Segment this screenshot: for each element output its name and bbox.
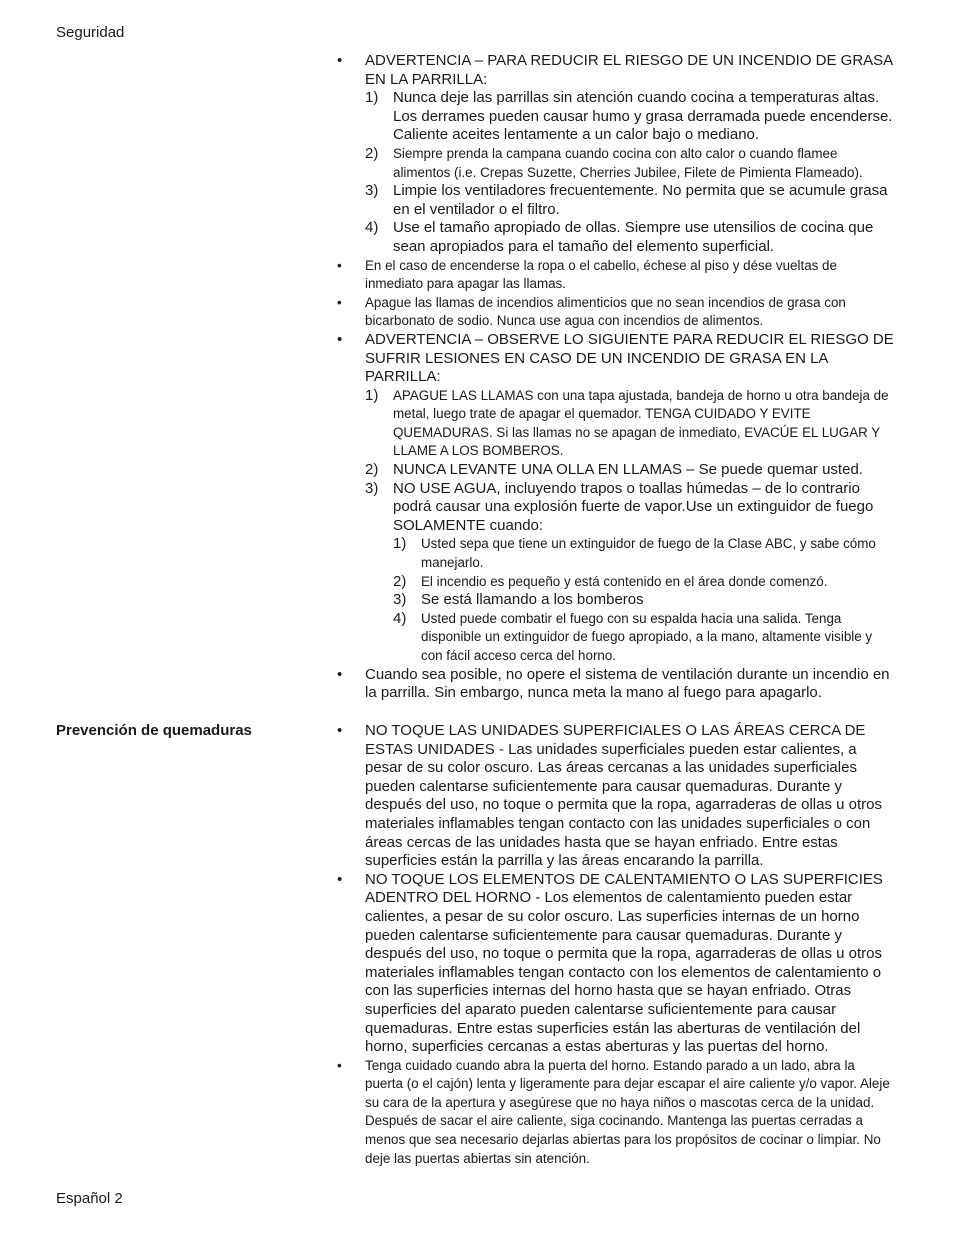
item-number: 1) bbox=[365, 386, 379, 404]
bullet-text: • Tenga cuidado cuando abra la puerta del horno. Estando parado a un lado, abra la puerta (o el cajón) lenta y ligeramente para dejar escapar el aire caliente y/o vapor. Aleje su cara de la apertura y asegúrese que no haya niños o mascotas cerca de la unidad. Después de sacar el aire caliente, siga cocinando. Mantenga las puertas cerradas a menos que sea necesario dejarlas abiertas para los propósitos de cocinar o limpiar. No deje las puertas abiertas sin atención. bbox=[365, 1057, 890, 1166]
page-header: Seguridad bbox=[56, 24, 125, 41]
bullet-text: • Apague las llamas de incendios alimenticios que no sean incendios de grasa con bicarbonato de sodio. Nunca use agua con incendios de alimentos. bbox=[365, 294, 846, 329]
item-text: Usted puede combatir el fuego con su espalda hacia una salida. Tenga disponible un extinguidor de fuego apropiado, a la mano, altamente visible y con fácil acceso cerca del horno. bbox=[421, 610, 873, 663]
sub-numbered-item bbox=[393, 573, 896, 592]
numbered-item bbox=[365, 461, 896, 480]
section-label-burn-prevention: Prevención de quemaduras bbox=[56, 722, 252, 739]
item-number: 3) bbox=[365, 479, 379, 497]
bullet-text: • ADVERTENCIA – PARA REDUCIR EL RIESGO DE UN INCENDIO DE GRASA EN LA PARRILLA: bbox=[365, 52, 893, 88]
burn-prevention-section bbox=[336, 722, 896, 1168]
numbered-item bbox=[365, 480, 896, 666]
sub-numbered-item bbox=[393, 591, 896, 610]
numbered-item bbox=[365, 219, 896, 256]
bullet-surface-units bbox=[336, 722, 896, 871]
bullet-text: • ADVERTENCIA – OBSERVE LO SIGUIENTE PARA REDUCIR EL RIESGO DE SUFRIR LESIONES EN CASO DE UN INCENDIO DE GRASA EN LA PARRILLA: bbox=[365, 330, 894, 386]
item-text: Se está llamando a los bomberos bbox=[421, 591, 644, 609]
bullet-injury-warning bbox=[336, 331, 896, 666]
item-text: APAGUE LAS LLAMAS con una tapa ajustada, bandeja de horno u otra bandeja de metal, luego trate de apagar el quemador. TENGA CUIDADO Y EVITE QUEMADURAS. Si las llamas no se apagan de inmediato, EVACÚE EL LUGAR Y LLAME A LOS BOMBEROS. bbox=[393, 387, 889, 459]
bullet-text: • NO TOQUE LAS UNIDADES SUPERFICIALES O LAS ÁREAS CERCA DE ESTAS UNIDADES - Las unidades superficiales pueden estar calientes, a pesar de su color oscuro. Las áreas cercanas a las unidades superficiales pueden calentarse suficientemente para causar quemaduras. Durante y después del uso, no toque o permita que la ropa, agarraderas de ollas u otros materiales inflamables tengan contacto con las unidades superficiales o con áreas cercas de las unidades hasta que se hayan enfriado. Entre estas superficies están la parrilla y las áreas encarando la parrilla. bbox=[365, 722, 883, 870]
sub-numbered-item bbox=[393, 610, 896, 666]
numbered-item bbox=[365, 387, 896, 461]
item-number: 1) bbox=[365, 89, 379, 107]
item-number: 4) bbox=[365, 219, 379, 237]
item-number: 2) bbox=[393, 572, 407, 590]
bullet-oven-door bbox=[336, 1057, 896, 1169]
item-text: Siempre prenda la campana cuando cocina con alto calor o cuando flamee alimentos (i.e. Crepas Suzette, Cherries Jubilee, Filete de Pimienta Flameado). bbox=[393, 145, 863, 180]
item-number: 3) bbox=[393, 591, 407, 609]
item-number: 4) bbox=[393, 609, 407, 627]
item-text: Limpie los ventiladores frecuentemente. No permita que se acumule grasa en el ventilador o el filtro. bbox=[393, 182, 888, 218]
numbered-item bbox=[365, 145, 896, 182]
bullet-text: • Cuando sea posible, no opere el sistema de ventilación durante un incendio en la parrilla. Sin embargo, nunca meta la mano al fuego para apagarlo. bbox=[365, 665, 890, 702]
bullet-text: • En el caso de encenderse la ropa o el cabello, échese al piso y dése vueltas de inmediato para apagar las llamas. bbox=[365, 257, 837, 292]
item-number: 3) bbox=[365, 182, 379, 200]
item-text: Use el tamaño apropiado de ollas. Siempre use utensilios de cocina que sean apropiados para el tamaño del elemento superficial. bbox=[393, 219, 874, 255]
numbered-item bbox=[365, 89, 896, 145]
bullet-food-fire bbox=[336, 294, 896, 331]
fire-safety-section bbox=[336, 52, 896, 703]
bullet-heating-elements bbox=[336, 871, 896, 1057]
item-text: NUNCA LEVANTE UNA OLLA EN LLAMAS – Se puede quemar usted. bbox=[393, 461, 863, 479]
item-number: 2) bbox=[365, 461, 379, 479]
item-text: NO USE AGUA, incluyendo trapos o toallas húmedas – de lo contrario podrá causar una explosión fuerte de vapor.Use un extinguidor de fuego SOLAMENTE cuando: bbox=[393, 479, 874, 534]
bullet-grease-fire-warning bbox=[336, 52, 896, 257]
item-text: Nunca deje las parrillas sin atención cuando cocina a temperaturas altas. Los derrames pueden causar humo y grasa derramada puede encenderse. Caliente aceites lentamente a un calor bajo o mediano. bbox=[393, 89, 893, 144]
item-text: Usted sepa que tiene un extinguidor de fuego de la Clase ABC, y sabe cómo manejarlo. bbox=[421, 536, 876, 571]
item-text: El incendio es pequeño y está contenido en el área donde comenzó. bbox=[421, 573, 828, 589]
item-number: 2) bbox=[365, 144, 379, 162]
bullet-clothing-fire bbox=[336, 257, 896, 294]
bullet-text: • NO TOQUE LOS ELEMENTOS DE CALENTAMIENTO O LAS SUPERFICIES ADENTRO DEL HORNO - Los elementos de calentamiento pueden estar calientes, a pesar de su color oscuro. Las superficies internas de un horno pueden calentarse suficientemente para causar quemaduras. Durante y después del uso, no toque o permita que la ropa, agarraderas de ollas u otros materiales inflamables tengan contacto con los elementos de calentamiento o con las superficies internas del horno hasta que se hayan enfriado. Otras superficies del aparato pueden calentarse suficientemente para causar quemaduras. Entre estas superficies están las aberturas de ventilación del horno, superficies cercanas a estas aberturas y las puertas del horno. bbox=[365, 870, 883, 1056]
bullet-ventilation bbox=[336, 666, 896, 703]
page-footer: Español 2 bbox=[56, 1190, 123, 1207]
sub-numbered-item bbox=[393, 535, 896, 572]
numbered-item bbox=[365, 182, 896, 219]
item-number: 1) bbox=[393, 535, 407, 553]
